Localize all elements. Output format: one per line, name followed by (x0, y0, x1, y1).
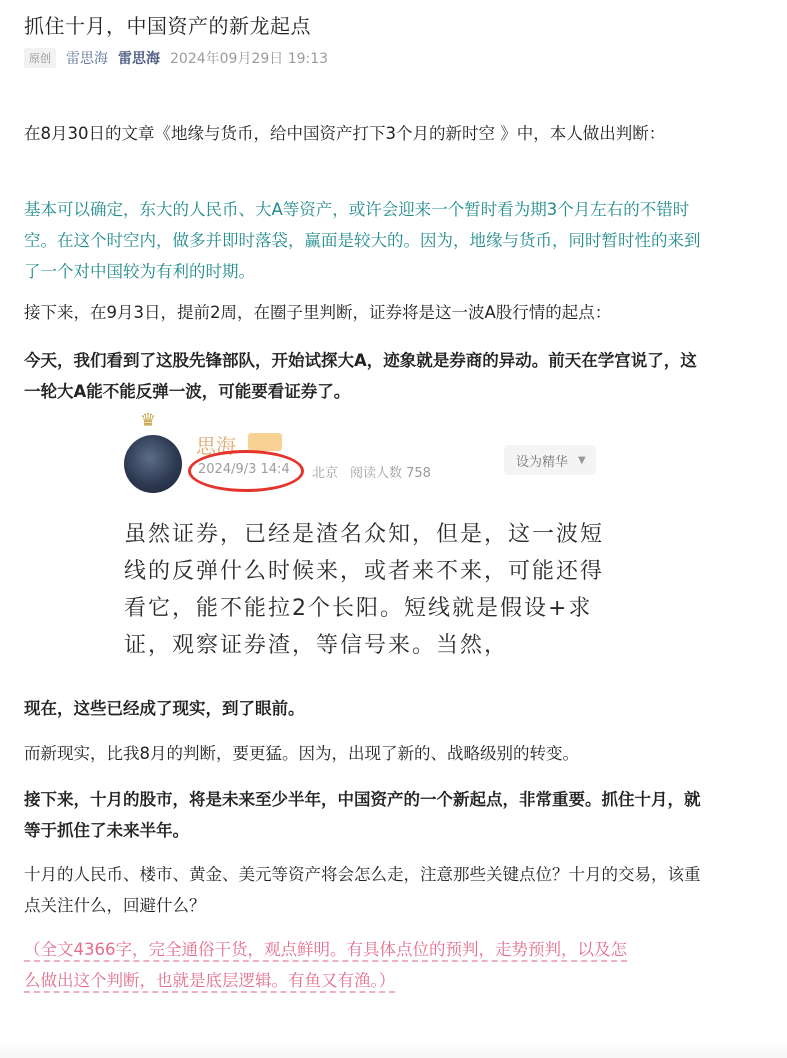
post-read-count: 阅读人数 758 (350, 466, 431, 481)
original-badge: 原创 (24, 48, 56, 68)
post-time: 2024/9/3 14:4 (198, 462, 290, 477)
set-featured-button[interactable] (504, 445, 596, 475)
highlight-circle (188, 450, 304, 492)
publish-time: 2024年09月29日 19:13 (170, 51, 329, 67)
paragraph-7: 接下来，十月的股市，将是未来至少半年，中国资产的一个新起点，非常重要。抓住十月，就等于抓住了未来半年。 (24, 790, 701, 840)
paragraph-9-note (24, 934, 704, 996)
note-line-2: 么做出这个判断，也就是底层逻辑。有鱼又有渔。） (24, 971, 396, 990)
paragraph-2-quote: 基本可以确定，东大的人民币、大A等资产，或许会迎来一个暂时看为期3个月左右的不错时空。在这个时空内，做多并即时落袋，赢面是较大的。因为，地缘与货币，同时暂时性的来到了一个对中国较为有利的时期。 (24, 200, 701, 281)
chevron-down-icon: ▼ (578, 454, 586, 466)
author-name: 雷思海 (66, 51, 108, 67)
post-body: 虽然证券，已经是渣名众知，但是，这一波短线的反弹什么时候来，或者来不来，可能还得看它，能不能拉2个长阳。短线就是假设+求证，观察证券渣，等信号来。当然， (124, 522, 605, 658)
avatar (124, 435, 182, 493)
bottom-edge (0, 1040, 787, 1058)
article-meta (24, 48, 328, 68)
paragraph-8: 十月的人民币、楼市、黄金、美元等资产将会怎么走，注意那些关键点位？十月的交易，该重点关注什么，回避什么？ (24, 865, 701, 915)
paragraph-6: 而新现实，比我8月的判断，要更猛。因为，出现了新的、战略级别的转变。 (24, 744, 579, 763)
paragraph-3: 接下来，在9月3日，提前2周，在圈子里判断，证券将是这一波A股行情的起点： (24, 303, 612, 322)
author-account-link[interactable]: 雷思海 (118, 51, 160, 67)
note-line-1: （全文4366字，完全通俗干货，观点鲜明。有具体点位的预判，走势预判，以及怎 (24, 940, 627, 959)
paragraph-4-quote: 今天，我们看到了这股先锋部队，开始试探大A，迹象就是券商的异动。前天在学宫说了，这一轮大A能不能反弹一波，可能要看证券了。 (24, 351, 697, 401)
set-featured-label: 设为精华 (516, 454, 569, 470)
article-title: 抓住十月，中国资产的新龙起点 (24, 14, 311, 38)
post-location: 北京 (312, 466, 339, 481)
embedded-post-screenshot (100, 410, 630, 690)
post-username: 思海 (196, 434, 236, 458)
vip-badge (248, 433, 282, 451)
paragraph-5: 现在，这些已经成了现实，到了眼前。 (24, 699, 305, 718)
paragraph-1: 在8月30日的文章《地缘与货币，给中国资产打下3个月的新时空 》中，本人做出判断： (24, 124, 666, 143)
crown-icon: ♛ (140, 410, 157, 431)
